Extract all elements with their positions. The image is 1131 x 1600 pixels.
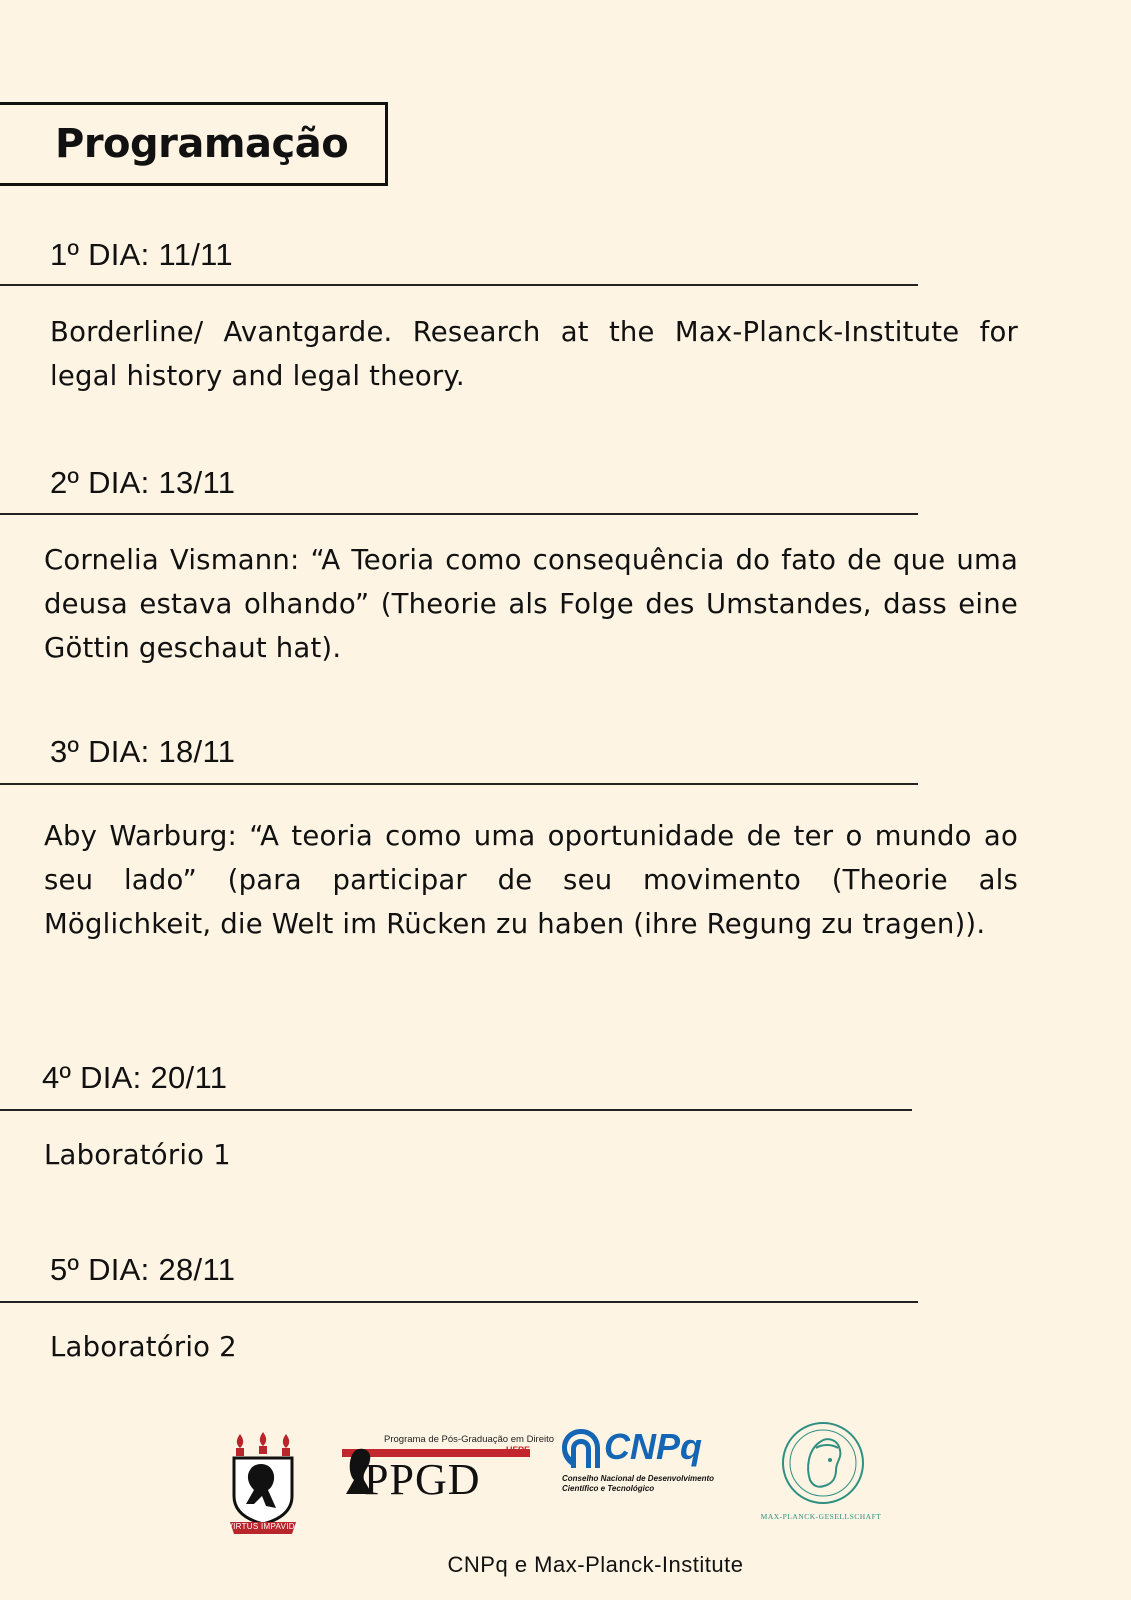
day-1-heading: 1º DIA: 11/11 <box>50 237 233 272</box>
mpg-name: MAX-PLANCK-GESELLSCHAFT <box>760 1512 882 1521</box>
sponsor-logos <box>0 1420 1131 1540</box>
day-4-divider <box>0 1109 912 1111</box>
day-5-description: Laboratório 2 <box>50 1331 237 1363</box>
day-3-heading: 3º DIA: 18/11 <box>50 734 236 769</box>
ppgd-caption: Programa de Pós-Graduação em Direito <box>384 1434 555 1445</box>
minerva-seal-icon <box>780 1420 866 1506</box>
ppgd-logo <box>342 1432 555 1512</box>
title-box <box>0 102 388 186</box>
ppgd-ufpe: UFPE <box>505 1445 530 1455</box>
footer-caption: CNPq e Max-Planck-Institute <box>447 1552 744 1577</box>
cnpq-line1: Conselho Nacional de Desenvolvimento <box>562 1474 715 1483</box>
cnpq-emblem-icon <box>558 1426 604 1472</box>
cnpq-wordmark: CNPq <box>604 1426 702 1467</box>
ppgd-wordmark: PPGD <box>364 1455 481 1504</box>
day-2-heading: 2º DIA: 13/11 <box>50 465 236 500</box>
day-1-description: Borderline/ Avantgarde. Research at the Max-Planck-Institute for legal history and legal theory. <box>50 316 1018 392</box>
ufpe-motto: VIRTUS IMPAVIDA <box>227 1522 301 1531</box>
cnpq-line2: Científico e Tecnológico <box>562 1484 655 1493</box>
mpg-logo <box>756 1420 886 1530</box>
day-2-divider <box>0 513 918 515</box>
day-4-heading: 4º DIA: 20/11 <box>42 1060 228 1095</box>
day-2-description: Cornelia Vismann: “A Teoria como consequência do fato de que uma deusa estava olhando” (Theorie als Folge des Umstandes, dass eine Göttin geschaut hat). <box>44 544 1018 664</box>
day-4-description: Laboratório 1 <box>44 1139 231 1171</box>
cnpq-logo <box>558 1424 718 1514</box>
page-title: Programação <box>55 121 349 167</box>
day-3-divider <box>0 783 918 785</box>
day-1-divider <box>0 284 918 286</box>
day-5-heading: 5º DIA: 28/11 <box>50 1252 236 1287</box>
day-5-divider <box>0 1301 918 1303</box>
day-3-description: Aby Warburg: “A teoria como uma oportunidade de ter o mundo ao seu lado” (para participar de seu movimento (Theorie als Möglichkeit, die Welt im Rücken zu haben (ihre Regung zu tragen)). <box>44 820 1018 940</box>
